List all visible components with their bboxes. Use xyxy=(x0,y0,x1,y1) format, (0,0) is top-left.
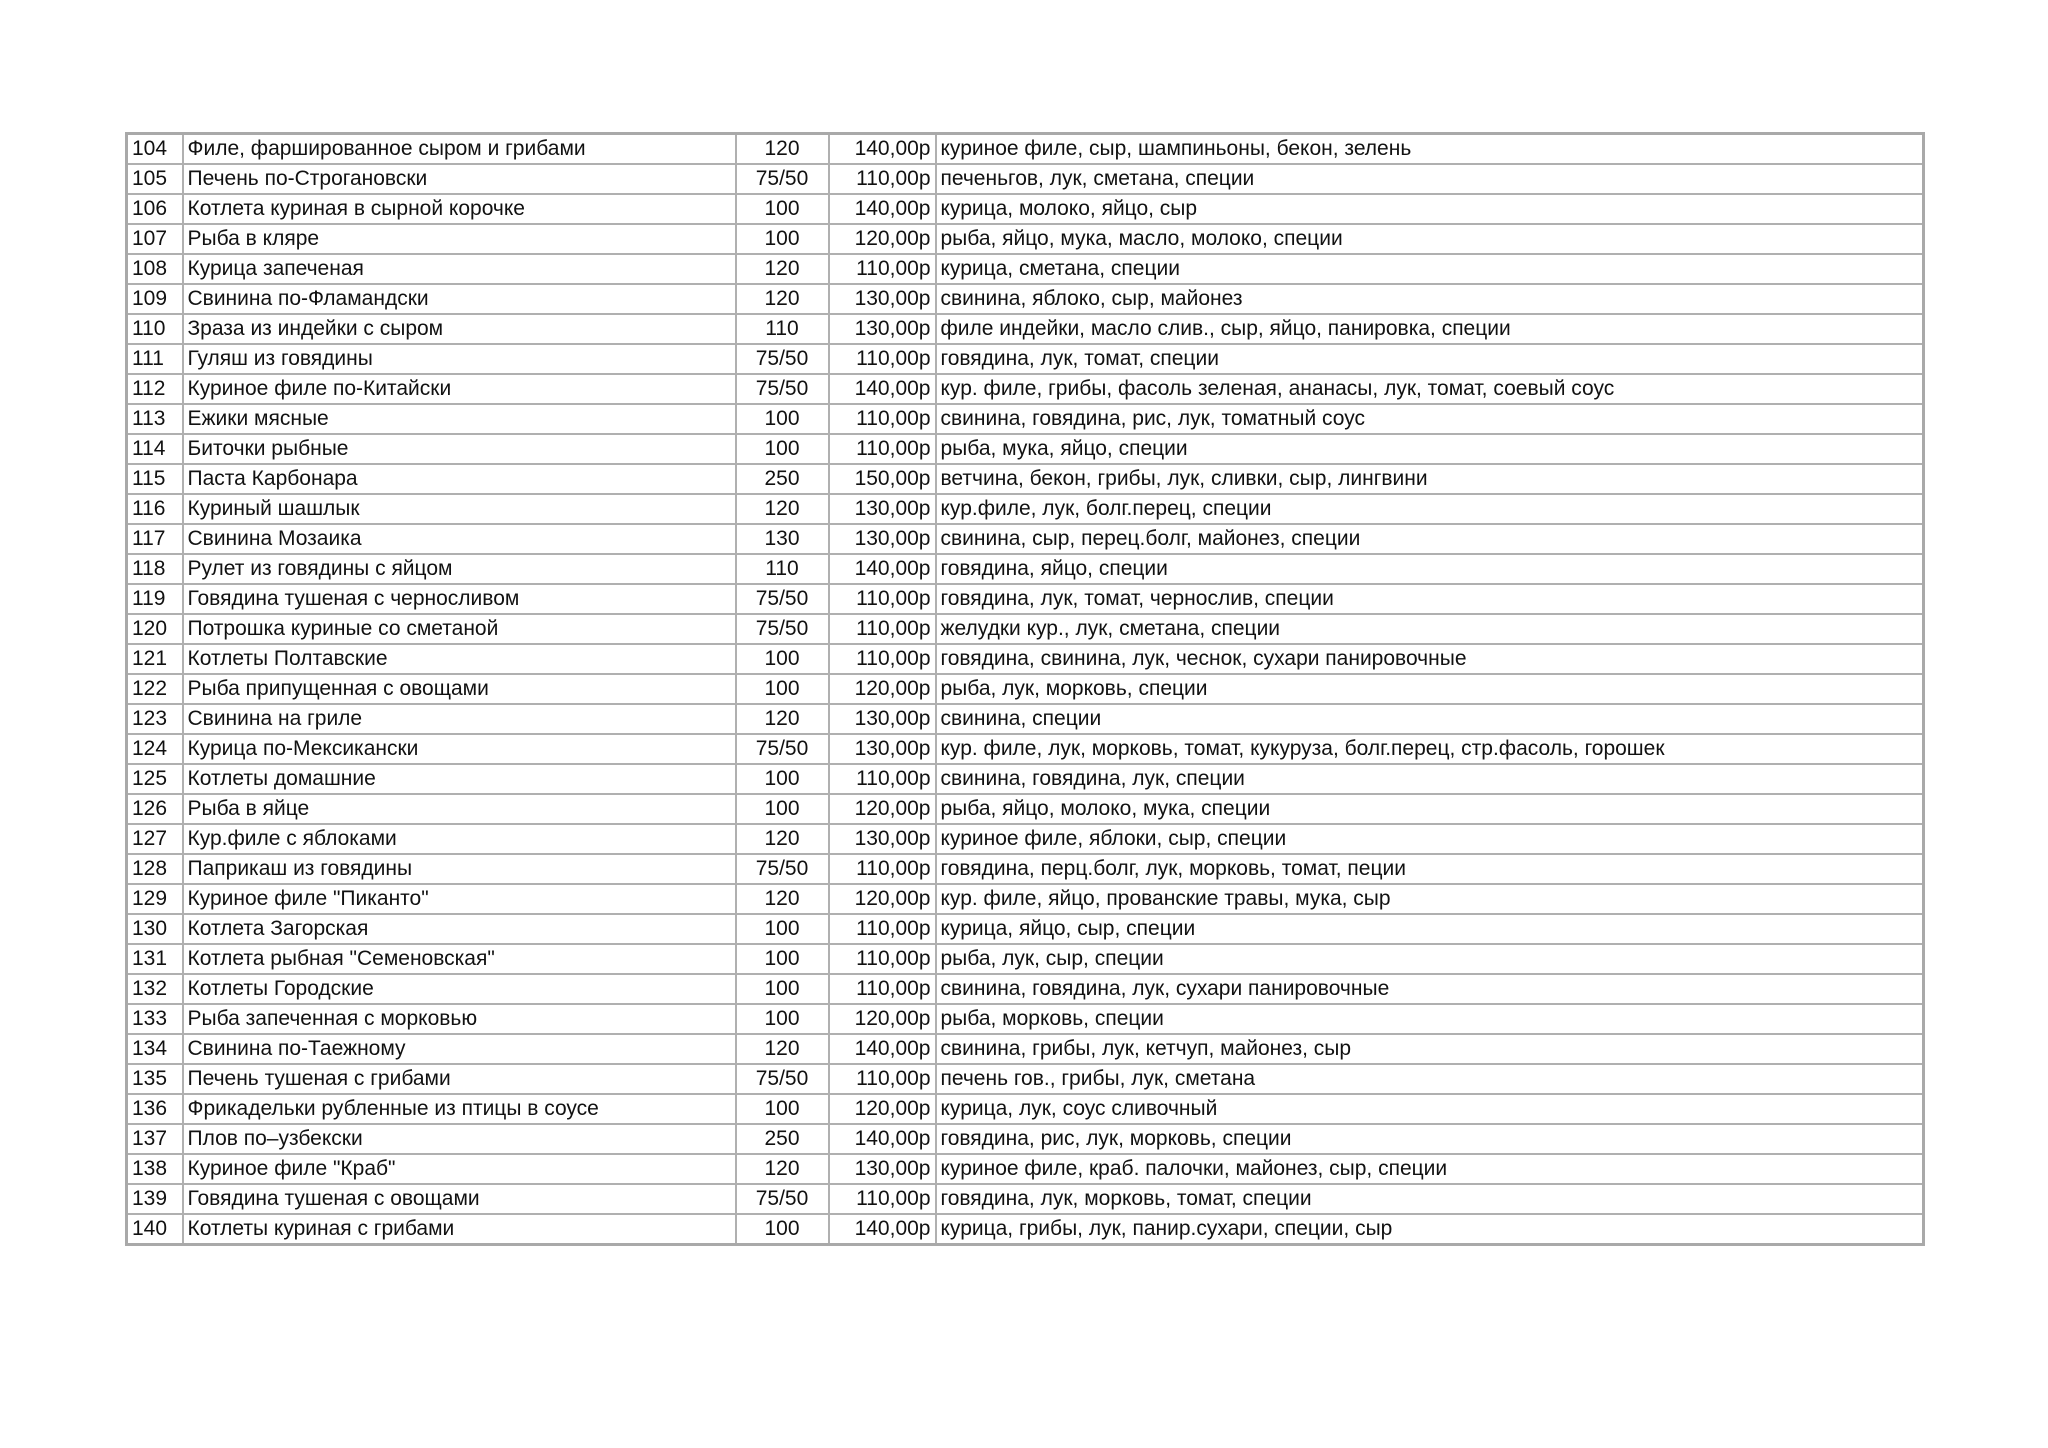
ingredients-cell: рыба, мука, яйцо, специи xyxy=(936,434,1924,464)
item-number-cell: 111 xyxy=(127,344,183,374)
price-cell: 120,00р xyxy=(829,674,936,704)
table-row xyxy=(127,674,1924,704)
price-cell: 110,00р xyxy=(829,644,936,674)
price-cell: 130,00р xyxy=(829,824,936,854)
item-number-cell: 124 xyxy=(127,734,183,764)
dish-name-cell: Ежики мясные xyxy=(183,404,736,434)
table-row xyxy=(127,1184,1924,1214)
portion-weight-cell: 100 xyxy=(736,1214,829,1245)
portion-weight-cell: 120 xyxy=(736,284,829,314)
dish-name-cell: Говядина тушеная с черносливом xyxy=(183,584,736,614)
ingredients-cell: курица, яйцо, сыр, специи xyxy=(936,914,1924,944)
item-number-cell: 107 xyxy=(127,224,183,254)
portion-weight-cell: 100 xyxy=(736,1094,829,1124)
price-cell: 130,00р xyxy=(829,1154,936,1184)
table-row xyxy=(127,734,1924,764)
dish-name-cell: Рыба в кляре xyxy=(183,224,736,254)
table-row xyxy=(127,884,1924,914)
dish-name-cell: Фрикадельки рубленные из птицы в соусе xyxy=(183,1094,736,1124)
dish-name-cell: Куриное филе по-Китайски xyxy=(183,374,736,404)
portion-weight-cell: 120 xyxy=(736,884,829,914)
table-row xyxy=(127,614,1924,644)
dish-name-cell: Паприкаш из говядины xyxy=(183,854,736,884)
item-number-cell: 138 xyxy=(127,1154,183,1184)
item-number-cell: 126 xyxy=(127,794,183,824)
dish-name-cell: Куриное филе "Пиканто" xyxy=(183,884,736,914)
ingredients-cell: свинина, специи xyxy=(936,704,1924,734)
dish-name-cell: Паста Карбонара xyxy=(183,464,736,494)
portion-weight-cell: 75/50 xyxy=(736,374,829,404)
price-cell: 130,00р xyxy=(829,734,936,764)
item-number-cell: 125 xyxy=(127,764,183,794)
item-number-cell: 108 xyxy=(127,254,183,284)
table-row xyxy=(127,224,1924,254)
item-number-cell: 121 xyxy=(127,644,183,674)
item-number-cell: 137 xyxy=(127,1124,183,1154)
portion-weight-cell: 120 xyxy=(736,824,829,854)
table-row xyxy=(127,794,1924,824)
dish-name-cell: Потрошка куриные со сметаной xyxy=(183,614,736,644)
item-number-cell: 136 xyxy=(127,1094,183,1124)
portion-weight-cell: 100 xyxy=(736,1004,829,1034)
portion-weight-cell: 110 xyxy=(736,314,829,344)
ingredients-cell: курица, сметана, специи xyxy=(936,254,1924,284)
item-number-cell: 123 xyxy=(127,704,183,734)
ingredients-cell: кур. филе, яйцо, прованские травы, мука, сыр xyxy=(936,884,1924,914)
price-cell: 130,00р xyxy=(829,524,936,554)
portion-weight-cell: 100 xyxy=(736,974,829,1004)
ingredients-cell: говядина, рис, лук, морковь, специи xyxy=(936,1124,1924,1154)
ingredients-cell: курица, грибы, лук, панир.сухари, специи, сыр xyxy=(936,1214,1924,1245)
ingredients-cell: кур.филе, лук, болг.перец, специи xyxy=(936,494,1924,524)
ingredients-cell: свинина, говядина, лук, специи xyxy=(936,764,1924,794)
portion-weight-cell: 75/50 xyxy=(736,1184,829,1214)
table-row xyxy=(127,1094,1924,1124)
ingredients-cell: рыба, лук, морковь, специи xyxy=(936,674,1924,704)
portion-weight-cell: 100 xyxy=(736,644,829,674)
menu-table-body xyxy=(127,134,1924,1245)
table-row xyxy=(127,494,1924,524)
ingredients-cell: рыба, лук, сыр, специи xyxy=(936,944,1924,974)
table-row xyxy=(127,854,1924,884)
dish-name-cell: Кур.филе с яблоками xyxy=(183,824,736,854)
table-row xyxy=(127,704,1924,734)
price-cell: 110,00р xyxy=(829,164,936,194)
item-number-cell: 139 xyxy=(127,1184,183,1214)
dish-name-cell: Курица по-Мексикански xyxy=(183,734,736,764)
price-cell: 120,00р xyxy=(829,884,936,914)
item-number-cell: 105 xyxy=(127,164,183,194)
table-row xyxy=(127,914,1924,944)
ingredients-cell: свинина, говядина, лук, сухари панировочные xyxy=(936,974,1924,1004)
ingredients-cell: свинина, грибы, лук, кетчуп, майонез, сыр xyxy=(936,1034,1924,1064)
table-row xyxy=(127,1034,1924,1064)
price-cell: 140,00р xyxy=(829,134,936,165)
portion-weight-cell: 75/50 xyxy=(736,1064,829,1094)
price-cell: 150,00р xyxy=(829,464,936,494)
portion-weight-cell: 75/50 xyxy=(736,164,829,194)
price-cell: 110,00р xyxy=(829,1064,936,1094)
item-number-cell: 122 xyxy=(127,674,183,704)
ingredients-cell: куриное филе, сыр, шампиньоны, бекон, зелень xyxy=(936,134,1924,165)
table-row xyxy=(127,824,1924,854)
table-row xyxy=(127,944,1924,974)
ingredients-cell: рыба, морковь, специи xyxy=(936,1004,1924,1034)
portion-weight-cell: 100 xyxy=(736,434,829,464)
table-row xyxy=(127,434,1924,464)
item-number-cell: 129 xyxy=(127,884,183,914)
portion-weight-cell: 75/50 xyxy=(736,584,829,614)
item-number-cell: 109 xyxy=(127,284,183,314)
ingredients-cell: свинина, говядина, рис, лук, томатный соус xyxy=(936,404,1924,434)
item-number-cell: 120 xyxy=(127,614,183,644)
ingredients-cell: говядина, перц.болг, лук, морковь, томат, пеции xyxy=(936,854,1924,884)
dish-name-cell: Плов по–узбекски xyxy=(183,1124,736,1154)
ingredients-cell: рыба, яйцо, молоко, мука, специи xyxy=(936,794,1924,824)
item-number-cell: 128 xyxy=(127,854,183,884)
ingredients-cell: говядина, лук, томат, чернослив, специи xyxy=(936,584,1924,614)
table-row xyxy=(127,1064,1924,1094)
dish-name-cell: Свинина Мозаика xyxy=(183,524,736,554)
price-cell: 110,00р xyxy=(829,344,936,374)
price-cell: 110,00р xyxy=(829,254,936,284)
portion-weight-cell: 75/50 xyxy=(736,344,829,374)
dish-name-cell: Рулет из говядины с яйцом xyxy=(183,554,736,584)
item-number-cell: 115 xyxy=(127,464,183,494)
dish-name-cell: Свинина по-Фламандски xyxy=(183,284,736,314)
portion-weight-cell: 100 xyxy=(736,194,829,224)
dish-name-cell: Филе, фаршированное сыром и грибами xyxy=(183,134,736,165)
dish-name-cell: Курица запеченая xyxy=(183,254,736,284)
price-cell: 130,00р xyxy=(829,284,936,314)
price-cell: 120,00р xyxy=(829,1094,936,1124)
price-cell: 140,00р xyxy=(829,374,936,404)
ingredients-cell: печеньгов, лук, сметана, специи xyxy=(936,164,1924,194)
portion-weight-cell: 120 xyxy=(736,1034,829,1064)
price-cell: 110,00р xyxy=(829,974,936,1004)
dish-name-cell: Свинина по-Таежному xyxy=(183,1034,736,1064)
dish-name-cell: Рыба в яйце xyxy=(183,794,736,824)
portion-weight-cell: 110 xyxy=(736,554,829,584)
table-row xyxy=(127,194,1924,224)
ingredients-cell: печень гов., грибы, лук, сметана xyxy=(936,1064,1924,1094)
table-row xyxy=(127,314,1924,344)
dish-name-cell: Свинина на гриле xyxy=(183,704,736,734)
item-number-cell: 118 xyxy=(127,554,183,584)
item-number-cell: 135 xyxy=(127,1064,183,1094)
item-number-cell: 119 xyxy=(127,584,183,614)
dish-name-cell: Котлеты куриная с грибами xyxy=(183,1214,736,1245)
price-cell: 110,00р xyxy=(829,914,936,944)
table-row xyxy=(127,254,1924,284)
table-row xyxy=(127,584,1924,614)
ingredients-cell: говядина, лук, томат, специи xyxy=(936,344,1924,374)
table-row xyxy=(127,374,1924,404)
price-cell: 130,00р xyxy=(829,314,936,344)
portion-weight-cell: 100 xyxy=(736,914,829,944)
table-row xyxy=(127,764,1924,794)
price-cell: 110,00р xyxy=(829,404,936,434)
price-cell: 140,00р xyxy=(829,1034,936,1064)
portion-weight-cell: 100 xyxy=(736,794,829,824)
ingredients-cell: рыба, яйцо, мука, масло, молоко, специи xyxy=(936,224,1924,254)
ingredients-cell: желудки кур., лук, сметана, специи xyxy=(936,614,1924,644)
ingredients-cell: куриное филе, краб. палочки, майонез, сыр, специи xyxy=(936,1154,1924,1184)
item-number-cell: 131 xyxy=(127,944,183,974)
item-number-cell: 110 xyxy=(127,314,183,344)
portion-weight-cell: 75/50 xyxy=(736,614,829,644)
portion-weight-cell: 120 xyxy=(736,254,829,284)
price-cell: 140,00р xyxy=(829,554,936,584)
dish-name-cell: Рыба запеченная с морковью xyxy=(183,1004,736,1034)
table-row xyxy=(127,524,1924,554)
portion-weight-cell: 120 xyxy=(736,704,829,734)
price-cell: 120,00р xyxy=(829,794,936,824)
price-cell: 110,00р xyxy=(829,614,936,644)
ingredients-cell: свинина, сыр, перец.болг, майонез, специи xyxy=(936,524,1924,554)
portion-weight-cell: 75/50 xyxy=(736,734,829,764)
item-number-cell: 106 xyxy=(127,194,183,224)
item-number-cell: 132 xyxy=(127,974,183,1004)
price-cell: 130,00р xyxy=(829,704,936,734)
price-cell: 140,00р xyxy=(829,194,936,224)
price-cell: 140,00р xyxy=(829,1124,936,1154)
table-row xyxy=(127,344,1924,374)
dish-name-cell: Котлеты Полтавские xyxy=(183,644,736,674)
portion-weight-cell: 100 xyxy=(736,404,829,434)
ingredients-cell: куриное филе, яблоки, сыр, специи xyxy=(936,824,1924,854)
price-cell: 110,00р xyxy=(829,434,936,464)
portion-weight-cell: 250 xyxy=(736,1124,829,1154)
ingredients-cell: ветчина, бекон, грибы, лук, сливки, сыр, лингвини xyxy=(936,464,1924,494)
price-cell: 110,00р xyxy=(829,1184,936,1214)
price-cell: 140,00р xyxy=(829,1214,936,1245)
price-cell: 120,00р xyxy=(829,1004,936,1034)
ingredients-cell: кур. филе, грибы, фасоль зеленая, ананасы, лук, томат, соевый соус xyxy=(936,374,1924,404)
item-number-cell: 104 xyxy=(127,134,183,165)
table-row xyxy=(127,404,1924,434)
dish-name-cell: Печень тушеная с грибами xyxy=(183,1064,736,1094)
table-row xyxy=(127,974,1924,1004)
item-number-cell: 130 xyxy=(127,914,183,944)
ingredients-cell: говядина, яйцо, специи xyxy=(936,554,1924,584)
table-row xyxy=(127,644,1924,674)
item-number-cell: 140 xyxy=(127,1214,183,1245)
ingredients-cell: кур. филе, лук, морковь, томат, кукуруза, болг.перец, стр.фасоль, горошек xyxy=(936,734,1924,764)
portion-weight-cell: 100 xyxy=(736,944,829,974)
dish-name-cell: Рыба припущенная с овощами xyxy=(183,674,736,704)
dish-name-cell: Говядина тушеная с овощами xyxy=(183,1184,736,1214)
price-cell: 110,00р xyxy=(829,764,936,794)
ingredients-cell: говядина, свинина, лук, чеснок, сухари панировочные xyxy=(936,644,1924,674)
portion-weight-cell: 100 xyxy=(736,674,829,704)
menu-table xyxy=(125,132,1925,1246)
item-number-cell: 114 xyxy=(127,434,183,464)
dish-name-cell: Зраза из индейки с сыром xyxy=(183,314,736,344)
ingredients-cell: филе индейки, масло слив., сыр, яйцо, панировка, специи xyxy=(936,314,1924,344)
price-cell: 110,00р xyxy=(829,854,936,884)
table-row xyxy=(127,164,1924,194)
dish-name-cell: Биточки рыбные xyxy=(183,434,736,464)
portion-weight-cell: 100 xyxy=(736,224,829,254)
item-number-cell: 117 xyxy=(127,524,183,554)
portion-weight-cell: 75/50 xyxy=(736,854,829,884)
item-number-cell: 134 xyxy=(127,1034,183,1064)
portion-weight-cell: 120 xyxy=(736,1154,829,1184)
price-cell: 110,00р xyxy=(829,584,936,614)
ingredients-cell: говядина, лук, морковь, томат, специи xyxy=(936,1184,1924,1214)
portion-weight-cell: 120 xyxy=(736,494,829,524)
dish-name-cell: Печень по-Строгановски xyxy=(183,164,736,194)
dish-name-cell: Котлеты Городские xyxy=(183,974,736,1004)
portion-weight-cell: 250 xyxy=(736,464,829,494)
table-row xyxy=(127,464,1924,494)
item-number-cell: 133 xyxy=(127,1004,183,1034)
portion-weight-cell: 120 xyxy=(736,134,829,165)
table-row xyxy=(127,1214,1924,1245)
ingredients-cell: курица, лук, соус сливочный xyxy=(936,1094,1924,1124)
dish-name-cell: Гуляш из говядины xyxy=(183,344,736,374)
table-row xyxy=(127,284,1924,314)
portion-weight-cell: 130 xyxy=(736,524,829,554)
ingredients-cell: свинина, яблоко, сыр, майонез xyxy=(936,284,1924,314)
dish-name-cell: Котлета Загорская xyxy=(183,914,736,944)
price-cell: 130,00р xyxy=(829,494,936,524)
table-row xyxy=(127,554,1924,584)
item-number-cell: 116 xyxy=(127,494,183,524)
price-cell: 120,00р xyxy=(829,224,936,254)
ingredients-cell: курица, молоко, яйцо, сыр xyxy=(936,194,1924,224)
table-row xyxy=(127,1004,1924,1034)
dish-name-cell: Котлеты домашние xyxy=(183,764,736,794)
dish-name-cell: Котлета куриная в сырной корочке xyxy=(183,194,736,224)
dish-name-cell: Куриное филе "Краб" xyxy=(183,1154,736,1184)
item-number-cell: 127 xyxy=(127,824,183,854)
dish-name-cell: Куриный шашлык xyxy=(183,494,736,524)
price-cell: 110,00р xyxy=(829,944,936,974)
table-row xyxy=(127,134,1924,165)
table-row xyxy=(127,1154,1924,1184)
table-row xyxy=(127,1124,1924,1154)
item-number-cell: 112 xyxy=(127,374,183,404)
dish-name-cell: Котлета рыбная "Семеновская" xyxy=(183,944,736,974)
item-number-cell: 113 xyxy=(127,404,183,434)
portion-weight-cell: 100 xyxy=(736,764,829,794)
